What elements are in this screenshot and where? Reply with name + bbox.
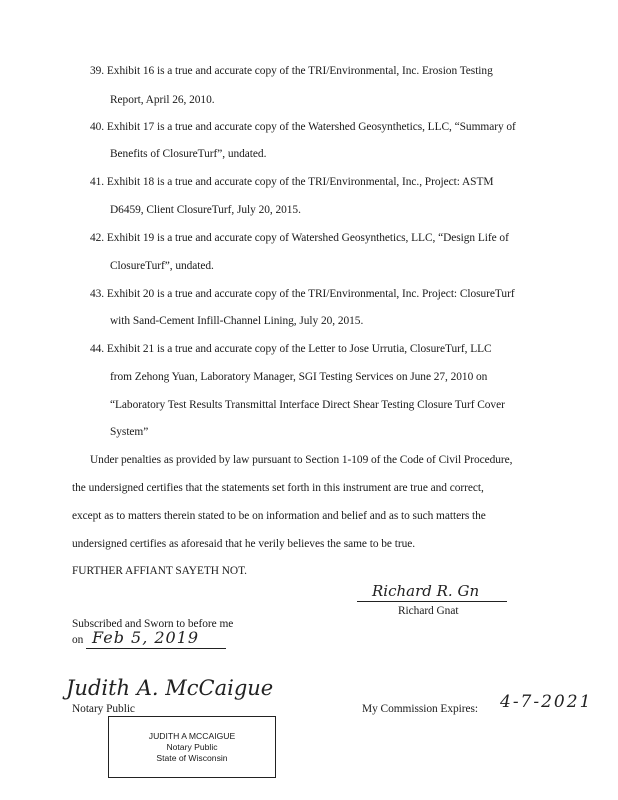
notary-stamp bbox=[108, 716, 276, 778]
affiant-name: Richard Gnat bbox=[398, 605, 459, 617]
on-label: on bbox=[72, 634, 84, 646]
commission-expires-label: My Commission Expires: bbox=[362, 703, 478, 715]
penalty-line-2: the undersigned certifies that the statements set forth in this instrument are true and correct, bbox=[72, 482, 484, 494]
sworn-date-line bbox=[86, 648, 226, 649]
paragraph-41-line-2: D6459, Client ClosureTurf, July 20, 2015. bbox=[110, 204, 301, 216]
stamp-name: JUDITH A MCCAIGUE bbox=[148, 731, 236, 741]
paragraph-41-line-1: 41. Exhibit 18 is a true and accurate copy of the TRI/Environmental, Inc., Project: ASTM bbox=[90, 176, 494, 188]
paragraph-42-line-2: ClosureTurf”, undated. bbox=[110, 260, 214, 272]
notary-signature: Judith A. McCaigue bbox=[66, 676, 274, 700]
subscribed-text: Subscribed and Sworn to before me bbox=[72, 618, 234, 630]
paragraph-39-line-2: Report, April 26, 2010. bbox=[110, 94, 215, 106]
further-affiant: FURTHER AFFIANT SAYETH NOT. bbox=[72, 565, 247, 577]
penalty-line-1: Under penalties as provided by law pursuant to Section 1-109 of the Code of Civil Procedure, bbox=[90, 454, 513, 466]
paragraph-39-line-1: 39. Exhibit 16 is a true and accurate copy of the TRI/Environmental, Inc. Erosion Testing bbox=[90, 65, 493, 77]
paragraph-44-line-2: from Zehong Yuan, Laboratory Manager, SGI Testing Services on June 27, 2010 on bbox=[110, 371, 488, 383]
paragraph-42-line-1: 42. Exhibit 19 is a true and accurate copy of Watershed Geosynthetics, LLC, “Design Life of bbox=[90, 232, 509, 244]
affiant-signature-line bbox=[357, 601, 507, 602]
sworn-date-handwritten: Feb 5, 2019 bbox=[92, 628, 200, 647]
paragraph-40-line-1: 40. Exhibit 17 is a true and accurate copy of the Watershed Geosynthetics, LLC, “Summary of bbox=[90, 121, 516, 133]
paragraph-44-line-3: “Laboratory Test Results Transmittal Interface Direct Shear Testing Closure Turf Cover bbox=[110, 399, 505, 411]
penalty-line-3: except as to matters therein stated to be on information and belief and as to such matters the bbox=[72, 510, 486, 522]
paragraph-43-line-2: with Sand-Cement Infill-Channel Lining, July 20, 2015. bbox=[110, 315, 364, 327]
affiant-signature: Richard R. Gn bbox=[372, 582, 480, 600]
paragraph-44-line-4: System” bbox=[110, 426, 149, 438]
notary-public-label: Notary Public bbox=[72, 703, 135, 715]
commission-date-handwritten: 4-7-2021 bbox=[500, 692, 593, 712]
penalty-line-4: undersigned certifies as aforesaid that he verily believes the same to be true. bbox=[72, 538, 416, 550]
stamp-title: Notary Public bbox=[166, 742, 218, 752]
paragraph-43-line-1: 43. Exhibit 20 is a true and accurate copy of the TRI/Environmental, Inc. Project: ClosureTurf bbox=[90, 288, 515, 300]
stamp-state: State of Wisconsin bbox=[156, 753, 228, 763]
paragraph-40-line-2: Benefits of ClosureTurf”, undated. bbox=[110, 148, 267, 160]
paragraph-44-line-1: 44. Exhibit 21 is a true and accurate copy of the Letter to Jose Urrutia, ClosureTurf, LLC bbox=[90, 343, 492, 355]
